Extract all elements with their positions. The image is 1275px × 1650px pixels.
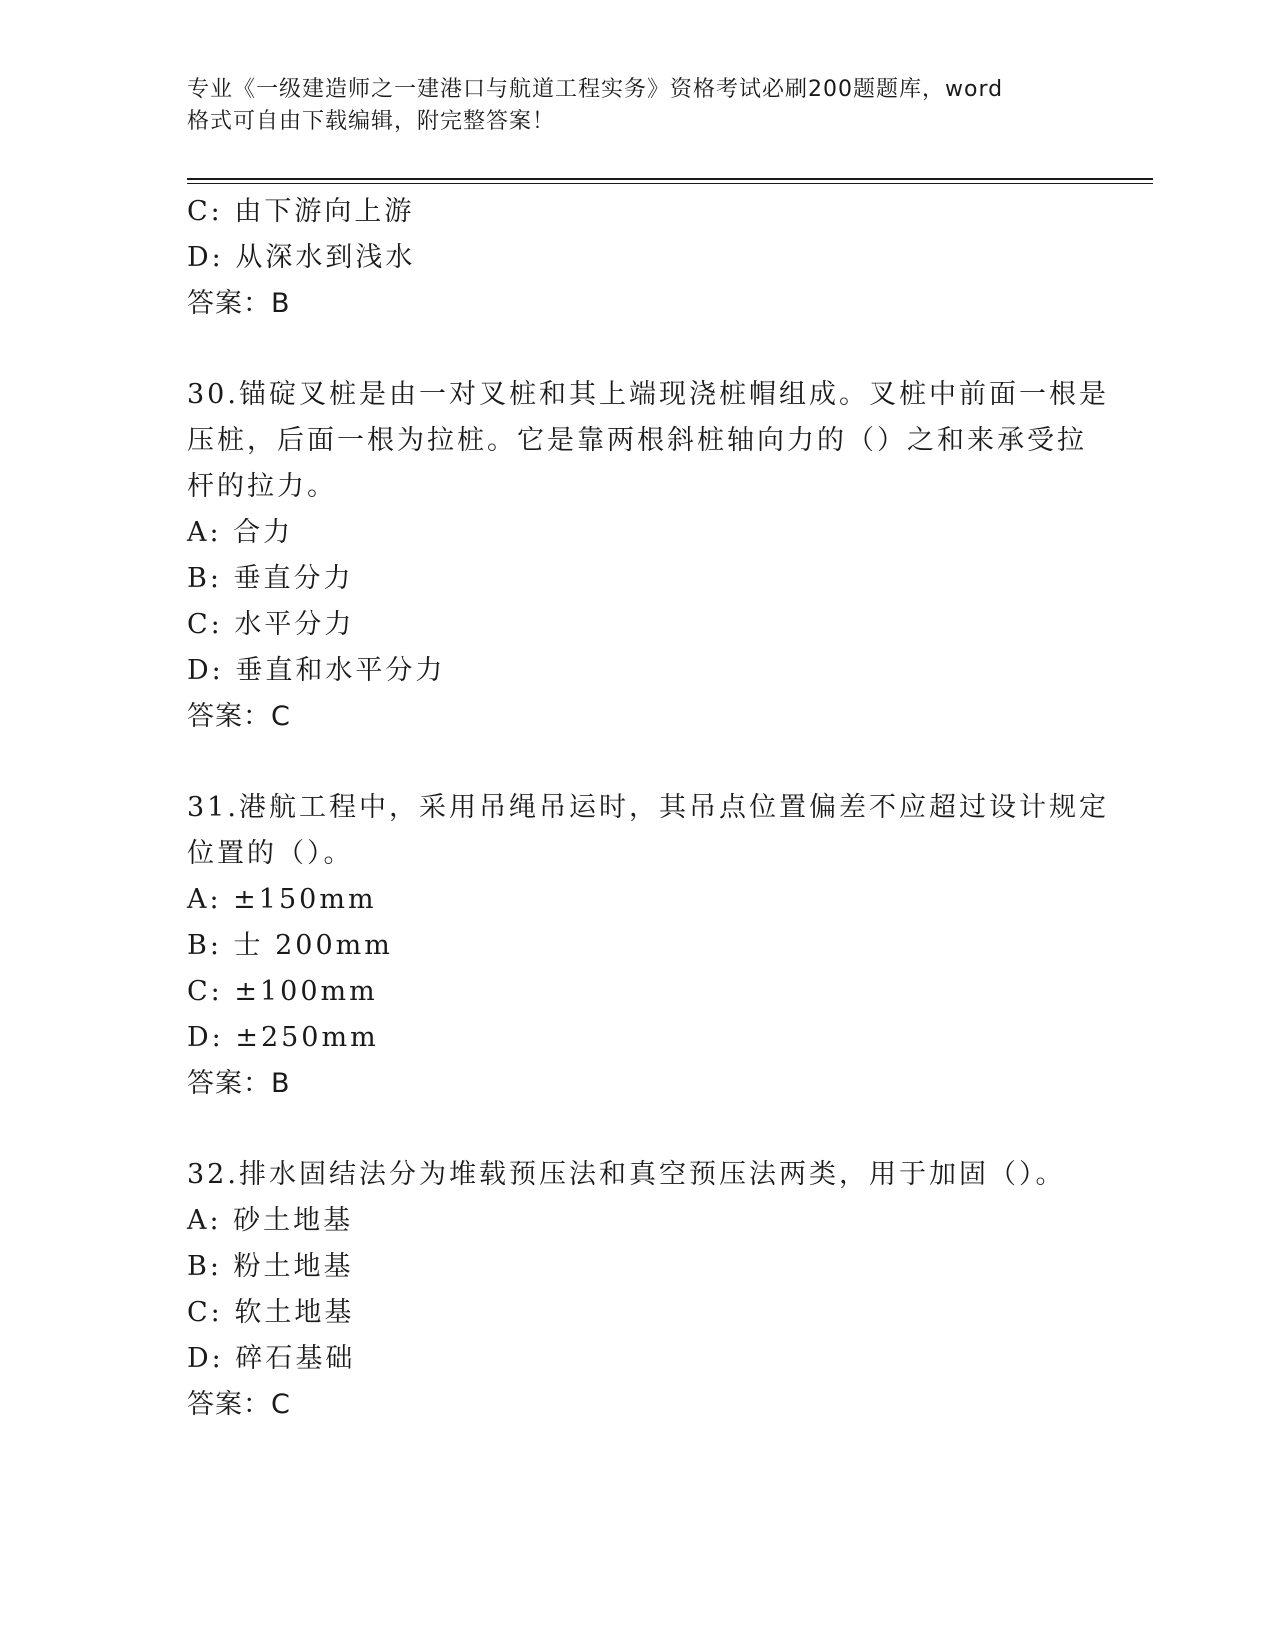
option-c: C: 软土地基	[187, 1297, 355, 1328]
question-31	[187, 785, 1109, 1107]
option-b: B: 垂直分力	[187, 563, 354, 594]
option-b: B: 士 200mm	[187, 930, 393, 961]
option-a: A: 砂土地基	[187, 1205, 354, 1236]
question-stem-line: 位置的（）。	[187, 838, 354, 869]
header-line-1: 专业《一级建造师之一建港口与航道工程实务》资格考试必刷200题题库，word	[187, 77, 1004, 102]
option-d: D: 碎石基础	[187, 1343, 356, 1374]
prev-question	[187, 189, 1087, 327]
option-c: C: 水平分力	[187, 609, 355, 640]
answer: 答案：B	[187, 288, 291, 319]
answer: 答案：B	[187, 1068, 291, 1099]
header-line-2: 格式可自由下载编辑，附完整答案！	[187, 109, 556, 134]
question-content	[187, 189, 1109, 1428]
question-stem-line: 压桩，后面一根为拉桩。它是靠两根斜桩轴向力的（）之和来承受拉	[187, 425, 1087, 456]
option-c: C: 由下游向上游	[187, 196, 415, 227]
question-30	[187, 372, 1109, 740]
document-header	[187, 74, 1067, 138]
question-stem-line: 32.排水固结法分为堆载预压法和真空预压法两类，用于加固（）。	[187, 1159, 1066, 1190]
question-32	[187, 1152, 1087, 1428]
option-d: D: ±250mm	[187, 1022, 379, 1053]
option-c: C: ±100mm	[187, 976, 378, 1007]
header-divider-thick	[187, 178, 1153, 180]
spacer	[187, 1107, 1087, 1152]
answer: 答案：C	[187, 1389, 291, 1420]
option-a: A: 合力	[187, 517, 294, 548]
option-b: B: 粉土地基	[187, 1251, 354, 1282]
question-stem-line: 杆的拉力。	[187, 471, 337, 502]
question-stem-line: 30.锚碇叉桩是由一对叉桩和其上端现浇桩帽组成。叉桩中前面一根是	[187, 379, 1109, 410]
spacer	[187, 327, 1087, 372]
answer: 答案：C	[187, 701, 291, 732]
header-divider-thin	[187, 183, 1153, 184]
option-a: A: ±150mm	[187, 884, 377, 915]
option-d: D: 从深水到浅水	[187, 242, 416, 273]
spacer	[187, 740, 1087, 785]
question-stem-line: 31.港航工程中，采用吊绳吊运时，其吊点位置偏差不应超过设计规定	[187, 792, 1109, 823]
option-d: D: 垂直和水平分力	[187, 655, 446, 686]
